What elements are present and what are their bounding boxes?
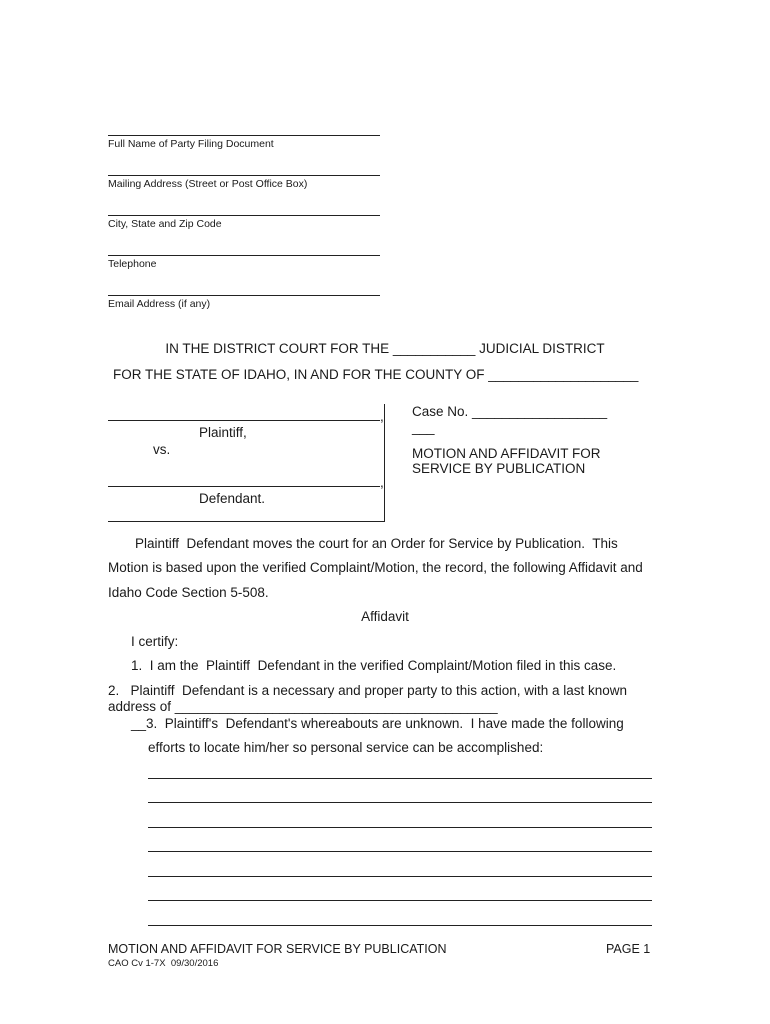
motion-paragraph-line3: Idaho Code Section 5-508. (108, 585, 269, 600)
email-line[interactable] (108, 295, 380, 296)
affidavit-item-3-line2: efforts to locate him/her so personal service can be accomplished: (148, 740, 544, 755)
efforts-line[interactable] (148, 802, 652, 803)
court-heading-line1: IN THE DISTRICT COURT FOR THE ___________ JUDICIAL DISTRICT (165, 341, 605, 356)
efforts-line[interactable] (148, 900, 652, 901)
affidavit-item-3-line1: __3. Plaintiff's Defendant's whereabouts are unknown. I have made the following (131, 716, 624, 731)
footer-title: MOTION AND AFFIDAVIT FOR SERVICE BY PUBLICATION (108, 942, 447, 956)
affidavit-item-1: 1. I am the Plaintiff Defendant in the verified Complaint/Motion filed in this case. (131, 658, 617, 673)
court-heading-line2: FOR THE STATE OF IDAHO, IN AND FOR THE COUNTY OF ____________________ (113, 367, 639, 382)
plaintiff-name-line[interactable] (108, 420, 380, 421)
defendant-comma: , (380, 475, 384, 490)
mailing-address-line[interactable] (108, 175, 380, 176)
affidavit-heading: Affidavit (361, 609, 409, 624)
mailing-address-label: Mailing Address (Street or Post Office Box) (108, 178, 308, 190)
footer-form-id: CAO Cv 1-7X 09/30/2016 (108, 958, 219, 969)
plaintiff-comma: , (380, 409, 384, 424)
efforts-line[interactable] (148, 925, 652, 926)
full-name-line[interactable] (108, 135, 380, 136)
affidavit-item-2-line2: address of ___________________________________________ (108, 699, 498, 714)
efforts-line[interactable] (148, 778, 652, 779)
defendant-name-line[interactable] (108, 486, 380, 487)
plaintiff-label: Plaintiff, (199, 425, 247, 440)
caption-bottom-line (108, 521, 385, 522)
defendant-label: Defendant. (199, 491, 266, 506)
efforts-line[interactable] (148, 851, 652, 852)
document-title-line1: MOTION AND AFFIDAVIT FOR (412, 446, 601, 461)
motion-paragraph-line1: Plaintiff Defendant moves the court for an Order for Service by Publication. This (135, 536, 618, 551)
affidavit-item-2-line1: 2. Plaintiff Defendant is a necessary and proper party to this action, with a last known (108, 683, 628, 698)
efforts-line[interactable] (148, 827, 652, 828)
telephone-label: Telephone (108, 258, 157, 270)
city-state-zip-line[interactable] (108, 215, 380, 216)
certify-text: I certify: (131, 634, 179, 649)
versus-label: vs. (153, 442, 171, 457)
caption-divider (384, 404, 385, 522)
city-state-zip-label: City, State and Zip Code (108, 218, 222, 230)
email-label: Email Address (if any) (108, 298, 211, 310)
footer-page-number: PAGE 1 (606, 942, 651, 956)
motion-paragraph-line2: Motion is based upon the verified Complaint/Motion, the record, the following Affidavit and (108, 560, 643, 575)
telephone-line[interactable] (108, 255, 380, 256)
document-title-line2: SERVICE BY PUBLICATION (412, 461, 586, 476)
case-number-field[interactable]: Case No. __________________ (412, 404, 608, 419)
efforts-line[interactable] (148, 876, 652, 877)
full-name-label: Full Name of Party Filing Document (108, 138, 274, 150)
case-number-cont: ___ (412, 420, 435, 435)
